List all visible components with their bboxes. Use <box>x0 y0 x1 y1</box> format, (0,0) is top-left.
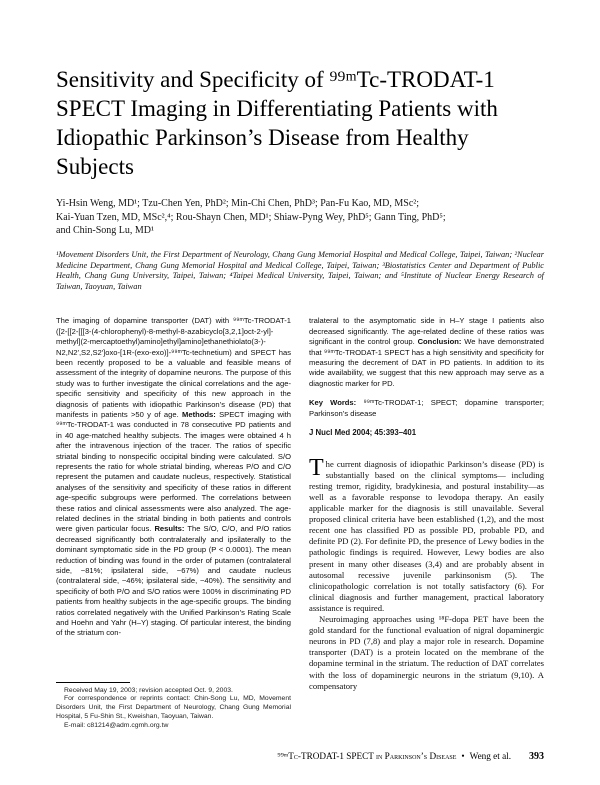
correspondence-note: For correspondence or reprints contact: Chin-Song Lu, MD, Movement Disorders Unit, the First Department of Neurology, Chang Gung Memorial Hospital, 5 Fu-Shin St., Kweishan, Taoyuan, Taiwan. <box>56 695 291 720</box>
abstract-results-text: The S/O, C/O, and P/O ratios decreased significantly both contralaterally and ipsilaterally to the dominant symptomatic side in the PD group (P < 0.0001). The mean reduction of binding was found in the order of putamen (contralateral side, −81%; ipsilateral side, −67%) and caudate nucleus (contralateral side, −46%; ipsilateral side, −40%). The sensitivity and specificity of both P/O and S/O ratios were 100% in discriminating PD patients from healthy subjects in the age-specific groups. The binding ratios correlated negatively with the Unified Parkinson’s Rating Scale and Hoehn and Yahr (H–Y) staging. Of particular interest, the binding of the striatum con- <box>56 524 291 638</box>
footnote-rule <box>56 682 130 683</box>
page-footer <box>56 751 544 762</box>
footer-bullet: • <box>461 751 465 761</box>
author-line: and Chin-Song Lu, MD¹ <box>56 225 154 237</box>
running-title: ⁹⁹ᵐTc-TRODAT-1 SPECT in Parkinson’s Disease <box>277 751 457 761</box>
title-line: SPECT Imaging in Differentiating Patients with <box>56 96 498 122</box>
drop-cap: T <box>309 454 324 481</box>
footnote <box>56 682 291 733</box>
title-line: Subjects <box>56 154 134 180</box>
abstract-conclusion-text: We have demonstrated that ⁹⁹ᵐTc-TRODAT-1 SPECT has a high sensitivity and specificity for measuring the decrement of DAT in PD patients. In addition to its wide availability, we suggest that this new approach may serve as a diagnostic marker for PD. <box>309 337 544 388</box>
results-label: Results: <box>154 524 185 534</box>
abstract-intro-text: The imaging of dopamine transporter (DAT) with ⁹⁹ᵐTc-TRODAT-1 ([2-[[2-[[[3-(4-chlorophenyl)-8-methyl-8-azabicyclo[3,2,1]oct-2-yl]-methyl](2-mercaptoethyl)amino]ethyl]amino]ethanethiolato(3-)-N2,N2′,S2,S2′]oxo-[1R-(exo-exo)]-⁹⁹ᵐTc-technetium) and SPECT has been recently proposed to be a valuable and feasible means of assessment of the integrity of dopamine neurons. The purpose of this study was to further investigate the clinical correlations and the age-specific sensitivity and specificity of this new approach in the diagnosis of patients with idiopathic Parkinson’s disease (PD) that manifests in patients >50 y of age. <box>56 316 291 419</box>
two-column-body <box>56 316 544 732</box>
journal-citation: J Nucl Med 2004; 45:393–401 <box>309 427 417 437</box>
left-column <box>56 316 291 732</box>
page-number: 393 <box>529 751 544 762</box>
title-line: Idiopathic Parkinson’s Disease from Healthy <box>56 125 469 151</box>
email-note: E-mail: c81214@adm.cgmh.org.tw <box>64 721 169 729</box>
affiliations: ¹Movement Disorders Unit, the First Department of Neurology, Chang Gung Memorial Hospital and Medical College, Taipei, Taiwan; ²Nuclear Medicine Department, Chang Gung Memorial Hospital and Medical College, Taipei, Taiwan; ³Biostatistics Center and Department of Public Health, Chang Gung University, Taipei, Taiwan; ⁴Taipei Medical University, Taipei, Taiwan; and ⁵Institute of Nuclear Energy Research of Taiwan, Taoyuan, Taiwan <box>56 249 544 291</box>
right-column <box>309 316 544 732</box>
abstract-continued-text: tralateral to the asymptomatic side in H–Y stage I patients also decreased significantly. The age-related decline of these ratios was significant in the control group. <box>309 316 544 347</box>
abstract-methods-text: SPECT imaging with ⁹⁹ᵐTc-TRODAT-1 was conducted in 78 consecutive PD patients and in 40 age-matched healthy subjects. The images were obtained 4 h after the intravenous injection of the tracer. The ratios of specific striatal binding to nonspecific occipital binding were calculated. S/O represents the ratio for whole striatal binding, whereas P/O and C/O represent the putamen and caudate nucleus, respectively. Statistical analyses of the sensitivity and specificity of these ratios in different age-specific subgroups were performed. The correlations between these ratios and clinical assessments were also analyzed. The age-related declines in the striatal binding in both patients and controls were given particular focus. <box>56 409 291 534</box>
keywords <box>309 398 544 419</box>
footer-authors: Weng et al. <box>469 751 511 761</box>
article-title <box>56 65 544 181</box>
author-line: Kai-Yuan Tzen, MD, MSc²,⁴; Rou-Shayn Chen, MD¹; Shiaw-Pyng Wey, PhD⁵; Gann Ting, PhD⁵; <box>56 211 446 223</box>
received-note: Received May 19, 2003; revision accepted Oct. 9, 2003. <box>64 686 233 694</box>
author-line: Yi-Hsin Weng, MD¹; Tzu-Chen Yen, PhD²; Min-Chi Chen, PhD³; Pan-Fu Kao, MD, MSc²; <box>56 198 420 210</box>
abstract-left <box>56 316 291 639</box>
author-list <box>56 197 544 238</box>
body-paragraph: Neuroimaging approaches using ¹⁸F-dopa PET have been the gold standard for the functional evaluation of nigral dopaminergic neurons in PD (7,8) and play a major role in research. Dopamine transporter (DAT) is a protein located on the membrane of the dopamine terminal in the striatum. The reduction of DAT correlates with the loss of dopaminergic neurons in the striatum (9,10). A compensatory <box>309 614 544 691</box>
article-header <box>56 65 544 292</box>
conclusion-label: Conclusion: <box>417 337 462 347</box>
abstract-continued <box>309 316 544 389</box>
methods-label: Methods: <box>182 409 216 419</box>
keywords-label: Key Words: <box>309 398 364 408</box>
body-paragraph-text: he current diagnosis of idiopathic Parkinson’s disease (PD) is substantially based on the clinical symptoms— including resting tremor, rigidity, bradykinesia, and postural instability—as well as a favorable response to levodopa therapy. An easily applicable marker for the diagnosis is still unavailable. Several proposed clinical criteria have been established (1,2), and the most recent one has classified PD as possible PD, probable PD, and definite PD (2). For definite PD, the presence of Lewy bodies in the pathologic findings is required. However, Lewy bodies are also present in many other diseases (3,4) and are probably absent in autosomal recessive juvenile parkinsonism (5). The clinicopathologic correlation is not totally satisfactory (6). For clinical diagnosis and further management, practical laboratory assistance is required. <box>309 458 544 613</box>
title-line: Sensitivity and Specificity of ⁹⁹ᵐTc-TRODAT-1 <box>56 67 495 93</box>
keywords-text: ⁹⁹ᵐTc-TRODAT-1; SPECT; dopamine transporter; Parkinson’s disease <box>309 398 544 418</box>
body-paragraph <box>309 454 544 614</box>
